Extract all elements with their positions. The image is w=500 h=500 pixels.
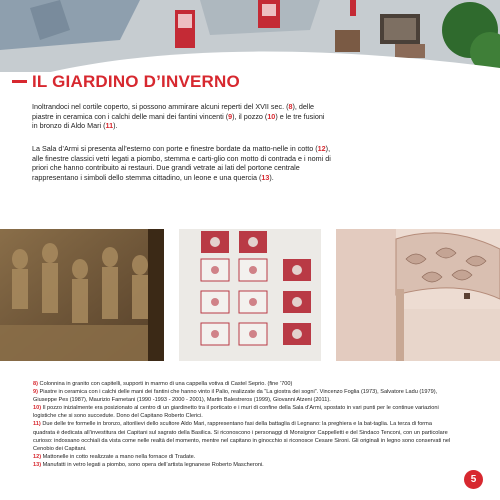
page-number-badge: 5 — [464, 470, 483, 489]
intro-text-run: ), alle finestre classici vetri legati a piombo, stemma e carti-glio con motto di contrada e i nomi di priori che hanno contribuito ai restauri. Due grandi vetrate ai lati del portone centrale rappresentano i simboli dello stemma cittadino, un leone e una quercia ( — [32, 144, 331, 182]
header-curve — [0, 46, 500, 72]
title-accent-bar — [12, 80, 27, 83]
page-title: IL GIARDINO D’INVERNO — [32, 72, 240, 91]
note-text: Piastre in ceramica con i calchi delle mani dei fantini che hanno vinto il Palio, realizzate da “La giostra dei sogni”. Vincenzo Foglia (1973), Salvatore Ladu (1979), Giuseppe Pes (1987), Maurizio Farnetani (1990 -1993 - 2000 - 2001), Martin Balestreros (1999), Giovanni Atzeni (2011). — [33, 389, 438, 404]
intro-paragraph-1 — [32, 102, 332, 131]
note-text: Mattonelle in cotto realizzate a mano nella fornace di Tradate. — [41, 453, 196, 460]
note-text: Il pozzo inizialmente era posizionato al centro di un giardinetto tra il porticato e i muri di confine della Sala d’Armi, spostato in vari punti per le continue variazioni logistiche che si sono succedute. Dono del Capitano Roberto Clerici. — [33, 405, 439, 420]
reference-number: 13 — [261, 172, 270, 182]
note-item — [33, 461, 453, 469]
note-number: 9) — [33, 389, 38, 396]
note-item — [33, 380, 453, 388]
note-text: Due delle tre formelle in bronzo, altorilievi dello scultore Aldo Mari, rappresentano fasi della battaglia di Legnano: la preghiera e la bat-taglia. La terza di forma quadrata è dedicata all’investitura dei Capitani sul sagrato della Basilica. Si riconoscono i personaggi di Monsignor Cappelletti e del Sindaco Tenconi, con un particolare curioso: indossano occhiali da vista come nelle realtà del momento, mentre nel capitano in ginocchio si riconosce Cesare Sironi. Gli originali in legno sono conservati nel Cenobio dei Capitani. — [33, 421, 451, 452]
note-number: 12) — [33, 453, 42, 460]
reference-number: 10 — [267, 111, 276, 121]
intro-paragraph-2 — [32, 144, 332, 182]
reference-number: 9 — [228, 111, 233, 121]
reference-number: 12 — [317, 144, 326, 153]
note-item — [33, 404, 453, 420]
notes-list — [33, 380, 453, 469]
ceramic-plates-photo — [179, 229, 321, 361]
intro-text-run: ), il pozzo ( — [232, 111, 268, 121]
note-text: Colonnina in granito con capitelli, supporti in marmo di una cappella votiva di Castel Seprio. (fine ‘700) — [37, 381, 293, 387]
note-item — [33, 388, 453, 404]
intro-text-run: Inoltrandoci nel cortile coperto, si possono ammirare alcuni reperti del XVII sec. ( — [32, 102, 289, 111]
header-photo — [0, 0, 500, 72]
reference-number: 11 — [105, 121, 114, 131]
note-number: 10) — [33, 405, 42, 412]
reference-number: 8 — [288, 102, 293, 111]
note-number: 8) — [33, 381, 38, 387]
intro-text-run: ). — [113, 121, 118, 131]
intro-text-run: ), delle piastre in ceramica con i calchi delle mani dei fantini vincenti ( — [32, 102, 315, 121]
intro-text-run: La Sala d’Armi si presenta all’esterno con porte e finestre bordate da matto-nelle in cotto ( — [32, 144, 318, 153]
bronze-relief-photo — [0, 229, 164, 361]
note-number: 11) — [33, 421, 41, 428]
intro-text-run: ). — [269, 172, 274, 182]
note-item — [33, 420, 453, 452]
note-item — [33, 453, 453, 461]
terracotta-window-photo — [336, 229, 500, 361]
note-number: 13) — [33, 461, 42, 468]
intro-text-run: ) e le tre fusioni in bronzo di Aldo Mari ( — [32, 111, 325, 131]
note-text: Manufatti in vetro legati a piombo, sono opera dell’artista legnanese Roberto Mascheroni. — [41, 461, 264, 468]
